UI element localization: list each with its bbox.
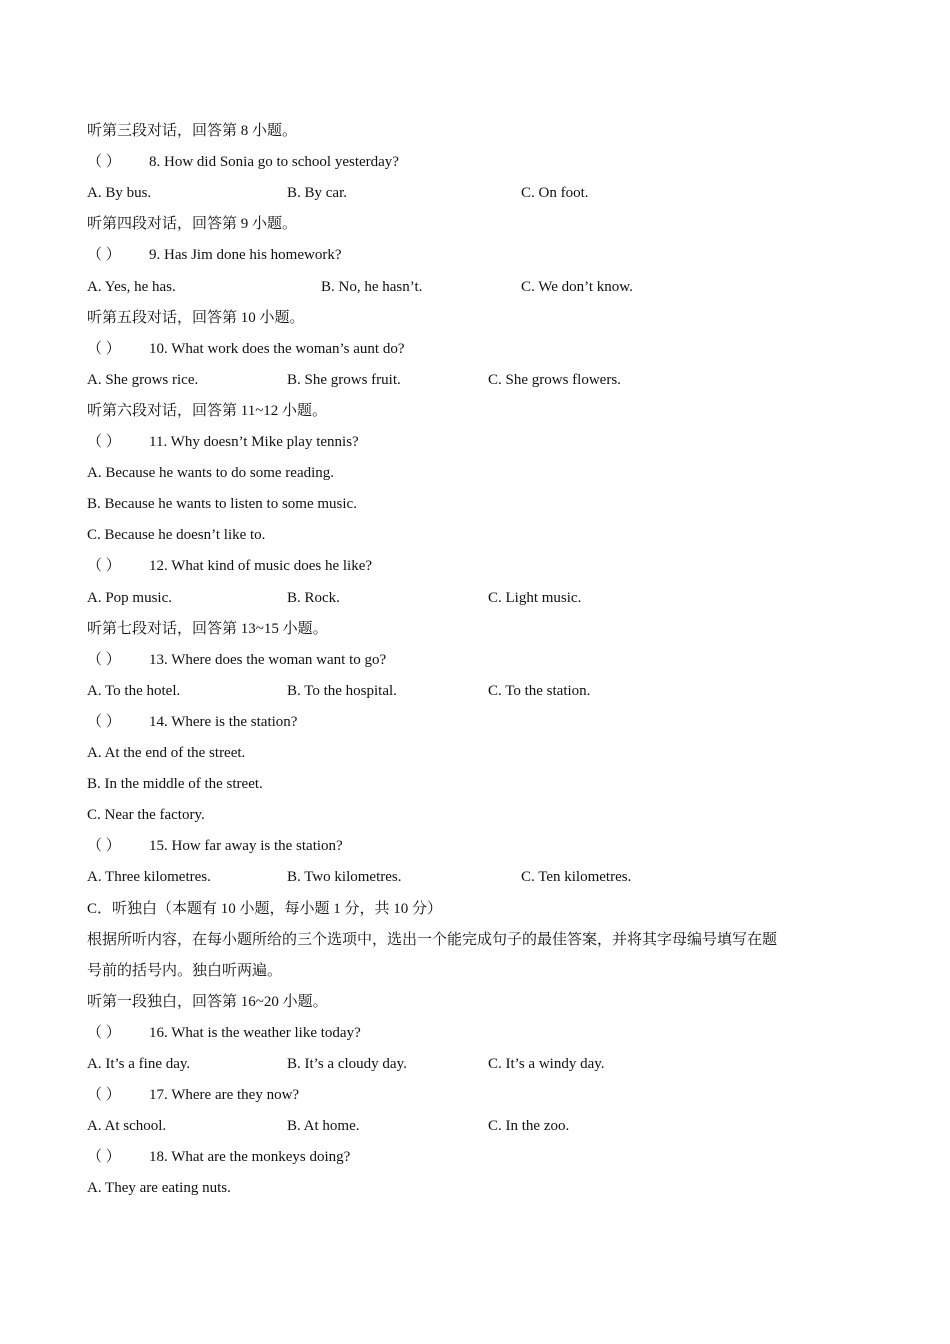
section-heading: 听第三段对话，回答第 8 小题。 bbox=[87, 123, 298, 139]
option-line: C. Near the factory. bbox=[87, 807, 205, 824]
question bbox=[87, 650, 386, 670]
answer-blank[interactable]: （ ） bbox=[87, 340, 121, 357]
option-b: B. She grows fruit. bbox=[287, 371, 401, 388]
question bbox=[87, 1147, 350, 1167]
option-a: A. It’s a fine day. bbox=[87, 1056, 191, 1072]
question-text: 13. Where does the woman want to go? bbox=[149, 651, 387, 668]
option-a: A. To the hotel. bbox=[87, 682, 181, 699]
option-a: A. Three kilometres. bbox=[87, 869, 211, 886]
question-text: 17. Where are they now? bbox=[149, 1087, 300, 1104]
option-a: A. At school. bbox=[87, 1118, 167, 1135]
answer-blank[interactable]: （ ） bbox=[87, 154, 121, 171]
option-line: A. They are eating nuts. bbox=[87, 1180, 231, 1197]
option-b: B. Two kilometres. bbox=[287, 869, 402, 886]
section-heading: 根据所听内容，在每小题所给的三个选项中，选出一个能完成句子的最佳答案，并将其字母编号填写在题 bbox=[87, 931, 778, 948]
question-text: 9. Has Jim done his homework? bbox=[149, 247, 342, 264]
option-a: A. She grows rice. bbox=[87, 371, 199, 388]
question-text: 11. Why doesn’t Mike play tennis? bbox=[149, 434, 359, 450]
answer-blank[interactable]: （ ） bbox=[87, 713, 121, 730]
option-b: B. No, he hasn’t. bbox=[321, 278, 423, 295]
question bbox=[87, 836, 343, 856]
answer-blank[interactable]: （ ） bbox=[87, 1024, 121, 1041]
option-c: C. It’s a windy day. bbox=[488, 1056, 605, 1072]
answer-blank[interactable]: （ ） bbox=[87, 434, 121, 450]
question bbox=[87, 339, 405, 359]
question-text: 8. How did Sonia go to school yesterday? bbox=[149, 154, 399, 171]
option-line: A. At the end of the street. bbox=[87, 745, 246, 761]
option-c: C. Light music. bbox=[488, 589, 582, 606]
option-c: C. On foot. bbox=[521, 185, 589, 202]
question-text: 10. What work does the woman’s aunt do? bbox=[149, 340, 405, 357]
option-c: C. We don’t know. bbox=[521, 278, 633, 295]
section-heading: 听第六段对话，回答第 11~12 小题。 bbox=[87, 402, 328, 419]
option-b: B. It’s a cloudy day. bbox=[287, 1056, 407, 1072]
answer-blank[interactable]: （ ） bbox=[87, 1149, 121, 1166]
section-heading: 听第七段对话，回答第 13~15 小题。 bbox=[87, 620, 328, 637]
section-heading: 听第五段对话，回答第 10 小题。 bbox=[87, 309, 305, 326]
question bbox=[87, 432, 359, 452]
answer-blank[interactable]: （ ） bbox=[87, 247, 121, 264]
option-b: B. Rock. bbox=[287, 589, 340, 606]
question bbox=[87, 1023, 361, 1043]
question-text: 12. What kind of music does he like? bbox=[149, 558, 373, 575]
option-c: C. Ten kilometres. bbox=[521, 869, 632, 886]
option-a: A. Pop music. bbox=[87, 589, 173, 606]
question bbox=[87, 152, 399, 172]
section-heading: 听第四段对话，回答第 9 小题。 bbox=[87, 216, 298, 233]
question-text: 18. What are the monkeys doing? bbox=[149, 1149, 351, 1166]
option-c: C. She grows flowers. bbox=[488, 371, 621, 388]
answer-blank[interactable]: （ ） bbox=[87, 838, 121, 855]
option-c: C. In the zoo. bbox=[488, 1118, 570, 1135]
section-heading: 号前的括号内。独白听两遍。 bbox=[87, 962, 283, 979]
option-line: A. Because he wants to do some reading. bbox=[87, 465, 335, 482]
question bbox=[87, 245, 341, 265]
section-heading: C．听独白（本题有 10 小题，每小题 1 分，共 10 分） bbox=[87, 900, 443, 917]
option-line: B. In the middle of the street. bbox=[87, 776, 263, 793]
option-b: B. At home. bbox=[287, 1118, 360, 1135]
option-a: A. By bus. bbox=[87, 185, 152, 202]
option-b: B. To the hospital. bbox=[287, 682, 397, 699]
question bbox=[87, 1085, 299, 1105]
option-line: B. Because he wants to listen to some music. bbox=[87, 496, 357, 513]
section-heading: 听第一段独白，回答第 16~20 小题。 bbox=[87, 993, 328, 1010]
option-c: C. To the station. bbox=[488, 682, 591, 699]
answer-blank[interactable]: （ ） bbox=[87, 1087, 121, 1104]
answer-blank[interactable]: （ ） bbox=[87, 651, 121, 668]
question-text: 16. What is the weather like today? bbox=[149, 1024, 361, 1041]
question-text: 15. How far away is the station? bbox=[149, 838, 343, 855]
option-line: C. Because he doesn’t like to. bbox=[87, 527, 266, 544]
option-a: A. Yes, he has. bbox=[87, 278, 176, 295]
question bbox=[87, 556, 372, 576]
question-text: 14. Where is the station? bbox=[149, 713, 298, 730]
option-b: B. By car. bbox=[287, 185, 347, 202]
question bbox=[87, 712, 297, 732]
answer-blank[interactable]: （ ） bbox=[87, 558, 121, 575]
